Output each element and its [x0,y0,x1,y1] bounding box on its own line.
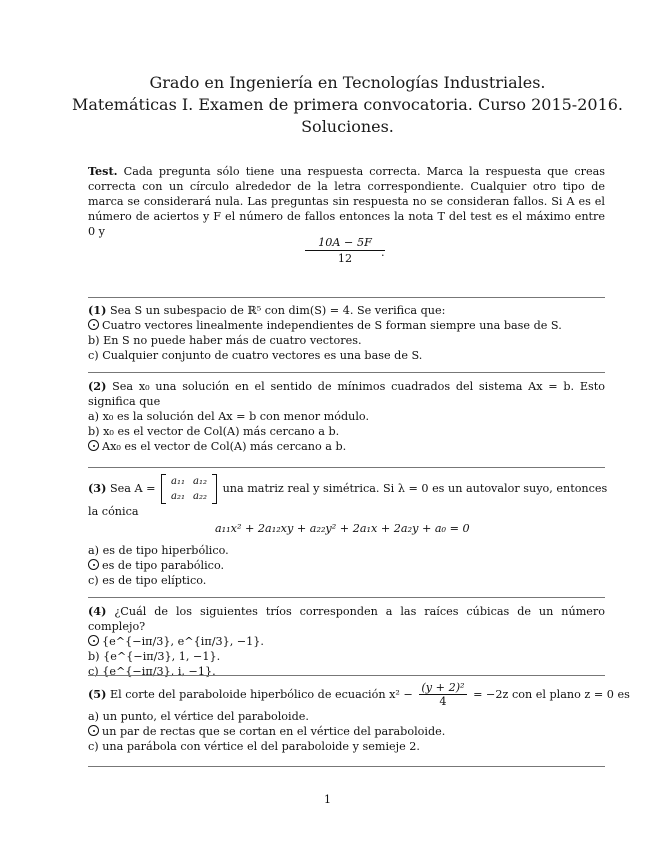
matrix-entry: a₁₁ [171,476,186,487]
header-line-2: Matemáticas I. Examen de primera convocatoria. Curso 2015-2016. [71,95,624,114]
option-text: x₀ es el vector de Col(A) más cercano a b. [103,425,340,438]
divider [88,297,605,298]
option-c[interactable] [88,664,605,679]
option-c[interactable] [88,739,605,754]
question-stem [88,604,605,634]
instructions-label: Test. [88,164,118,178]
option-letter: a) [88,410,100,423]
option-letter: c) [88,349,99,362]
option-text: una parábola con vértice el del paraboloide y semieje 2. [102,740,420,753]
question-2 [88,379,605,454]
question-1 [88,303,605,363]
question-stem [88,379,605,409]
option-b[interactable] [88,333,605,348]
selected-answer-circle-icon [88,725,99,736]
conic-equation: a₁₁x² + 2a₁₂xy + a₂₂y² + 2a₁x + 2a₂y + a₀ = 0 [215,522,470,535]
option-text: es de tipo hiperbólico. [102,544,229,557]
option-c[interactable] [88,439,605,454]
option-b[interactable] [88,724,605,739]
matrix-entry: a₁₂ [193,476,207,487]
option-text: es de tipo parabólico. [102,559,225,572]
instructions-text: Cada pregunta sólo tiene una respuesta correcta. Marca la respuesta que creas correcta con un círculo alrededor de la letra correspondiente. Cualquier otro tipo de marca se considerará nula. Las preguntas sin respuesta no se consideran fallos. Si A es el número de aciertos y F el número de fallos entonces la nota T del test es el máximo entre 0 y [88,165,605,238]
option-text: {e^{−iπ/3}, 1, −1}. [103,650,221,663]
option-a[interactable] [88,409,605,424]
question-4 [88,604,605,679]
option-a[interactable] [88,318,605,333]
question-text: Sea x₀ una solución en el sentido de mínimos cuadrados del sistema Ax = b. Esto significa que [88,380,605,408]
exam-header [60,72,635,138]
option-text: {e^{−iπ/3}, i, −1}. [102,665,216,678]
option-b[interactable] [88,424,605,439]
question-number: (5) [88,687,107,701]
selected-answer-circle-icon [88,319,99,330]
divider [88,372,605,373]
question-number: (3) [88,481,107,495]
question-stem [88,474,608,504]
question-text-line2: la cónica [88,505,139,518]
question-stem [88,681,630,709]
question-text-pre: El corte del paraboloide hiperbólico de ecuación x² − [109,688,413,701]
option-text: {e^{−iπ/3}, e^{iπ/3}, −1}. [102,635,264,648]
divider [88,675,605,676]
header-line-1: Grado en Ingeniería en Tecnologías Industriales. [149,73,546,92]
header-line-3: Soluciones. [301,117,394,136]
option-letter: a) [88,544,100,557]
question-number: (4) [88,604,107,618]
option-text: es de tipo elíptico. [102,574,207,587]
grade-formula-numerator: 10A − 5F [305,236,385,251]
fraction-denominator: 4 [439,695,447,708]
option-text: Ax₀ es el vector de Col(A) más cercano a b. [102,440,347,453]
divider [88,597,605,598]
test-instructions [88,164,605,239]
divider [88,766,605,767]
option-text: En S no puede haber más de cuatro vectores. [103,334,362,347]
selected-answer-circle-icon [88,440,99,451]
question-text-post: una matriz real y simétrica. Si λ = 0 es un autovalor suyo, entonces [222,482,608,495]
option-text: un par de rectas que se cortan en el vértice del paraboloide. [102,725,446,738]
question-text: ¿Cuál de los siguientes tríos corresponden a las raíces cúbicas de un número complejo? [88,605,606,633]
option-a[interactable] [88,543,605,558]
option-letter: b) [88,334,100,347]
option-letter: b) [88,425,100,438]
option-text: x₀ es la solución del Ax = b con menor módulo. [102,410,370,423]
option-letter: a) [88,710,100,723]
grade-formula [305,236,385,267]
option-c[interactable] [88,573,605,588]
option-b[interactable] [88,558,605,573]
divider [88,467,605,468]
selected-answer-circle-icon [88,635,99,646]
option-b[interactable] [88,649,605,664]
question-text-post: = −2z con el plano z = 0 es [473,688,630,701]
question-stem [88,303,605,318]
matrix-entry: a₂₂ [193,491,207,502]
question-3 [88,474,608,519]
paraboloid-fraction [419,681,466,709]
option-text: un punto, el vértice del paraboloide. [102,710,309,723]
page-number: 1 [324,793,331,806]
option-letter: c) [88,574,99,587]
grade-formula-denominator: 12 [337,252,353,265]
grade-formula-period: . [381,246,385,259]
option-text: Cualquier conjunto de cuatro vectores es una base de S. [102,349,423,362]
selected-answer-circle-icon [88,559,99,570]
matrix-entry: a₂₁ [171,491,186,502]
fraction-numerator: (y + 2)² [421,681,465,694]
question-number: (1) [88,303,107,317]
question-text: Sea S un subespacio de ℝ⁵ con dim(S) = 4. Se verifica que: [109,304,446,317]
option-text: Cuatro vectores linealmente independientes de S forman siempre una base de S. [102,319,562,332]
question-3-options [88,543,605,588]
option-letter: b) [88,650,100,663]
option-a[interactable] [88,634,605,649]
option-a[interactable] [88,709,605,724]
option-letter: c) [88,740,99,753]
question-number: (2) [88,379,107,393]
question-5 [88,681,630,754]
matrix-a [161,474,217,504]
question-text-pre: Sea A = [109,482,156,495]
option-letter: c) [88,665,99,678]
option-c[interactable] [88,348,605,363]
